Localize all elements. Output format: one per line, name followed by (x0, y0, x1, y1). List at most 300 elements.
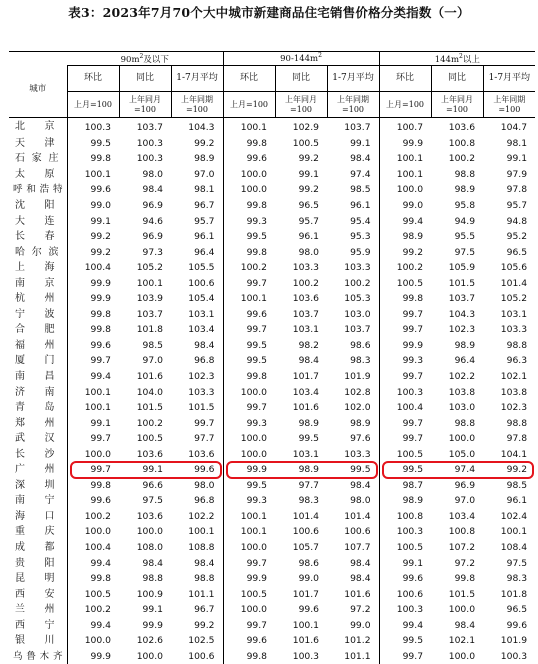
index-value: 100.3 (136, 137, 163, 149)
city-name: 贵阳 (15, 557, 55, 569)
index-value: 100.2 (344, 277, 371, 289)
index-value: 98.6 (350, 339, 371, 351)
index-value: 99.6 (298, 604, 320, 616)
index-value: 100.0 (67, 524, 119, 540)
index-value: 99.6 (223, 307, 275, 323)
index-value: 100.0 (223, 602, 275, 618)
index-value: 102.1 (448, 635, 476, 647)
index-value: 98.0 (194, 479, 215, 491)
column-base: 上年同月=100 (275, 92, 327, 118)
index-value: 99.8 (223, 198, 275, 214)
group-header-90-144: $90-144m^2$ (223, 52, 379, 66)
index-value: 97.5 (142, 495, 163, 507)
index-value: 100.2 (67, 509, 119, 525)
index-value: 101.6 (344, 588, 371, 600)
index-value: 98.4 (298, 355, 320, 367)
index-value: 103.7 (136, 308, 163, 320)
index-value: 98.9 (194, 153, 215, 165)
table-row (9, 649, 535, 664)
index-value: 103.6 (136, 448, 163, 460)
index-value: 103.7 (344, 324, 371, 336)
index-value: 99.9 (67, 275, 119, 291)
index-value: 98.8 (142, 573, 163, 585)
city-name: 哈尔滨 (15, 246, 59, 258)
index-value: 103.1 (500, 308, 528, 320)
index-value: 99.1 (298, 168, 320, 180)
index-value: 99.8 (454, 573, 476, 585)
index-value: 96.5 (298, 200, 320, 211)
index-value: 99.7 (67, 431, 119, 447)
index-value: 101.5 (448, 588, 476, 600)
index-value: 103.1 (188, 308, 215, 320)
column-base: 上月=100 (223, 92, 275, 118)
index-value: 98.9 (379, 493, 431, 509)
table-row (9, 229, 535, 245)
index-value: 99.9 (67, 649, 119, 664)
column-label: 环比 (379, 66, 431, 92)
index-value: 103.6 (448, 122, 476, 134)
table-row (9, 431, 535, 447)
index-value: 103.4 (292, 386, 320, 398)
city-name: 成都 (15, 542, 55, 554)
index-value: 101.9 (500, 635, 528, 647)
index-value: 95.2 (506, 231, 528, 243)
index-value: 97.5 (454, 246, 476, 258)
index-value: 101.4 (292, 510, 320, 522)
index-value: 97.0 (194, 168, 215, 180)
index-value: 100.5 (67, 586, 119, 602)
index-value: 103.8 (448, 386, 476, 398)
table-row (9, 275, 535, 291)
index-value: 101.8 (136, 324, 163, 336)
table-row (9, 118, 535, 136)
index-value: 100.3 (292, 650, 320, 662)
index-value: 100.3 (379, 602, 431, 618)
index-value: 97.2 (350, 604, 371, 616)
index-value: 100.1 (500, 526, 528, 538)
index-value: 101.1 (344, 650, 371, 662)
index-value: 95.8 (454, 200, 476, 211)
index-value: 97.2 (454, 557, 476, 569)
city-name: 南京 (15, 277, 55, 289)
index-value: 99.6 (67, 182, 119, 198)
index-value: 104.3 (188, 122, 215, 134)
index-value: 98.4 (194, 339, 215, 351)
city-name: 呼和浩特 (13, 184, 63, 196)
index-value: 101.4 (500, 277, 528, 289)
column-label: 同比 (275, 66, 327, 92)
city-name: 福州 (15, 339, 55, 351)
index-value: 105.6 (500, 262, 528, 274)
table-row (9, 618, 535, 634)
index-value: 98.7 (379, 478, 431, 494)
index-value: 99.1 (142, 464, 163, 476)
index-value: 100.1 (188, 526, 215, 538)
city-name: 海口 (15, 510, 55, 522)
column-base: 上年同月=100 (119, 92, 171, 118)
index-value: 96.4 (194, 246, 215, 258)
table-row (9, 244, 535, 260)
index-value: 103.3 (500, 324, 528, 336)
index-value: 96.9 (454, 479, 476, 491)
index-value: 97.8 (506, 433, 528, 445)
city-name: 长春 (15, 231, 55, 243)
index-value: 96.5 (506, 604, 528, 616)
table-row (9, 369, 535, 385)
column-label: 1-7月平均 (483, 66, 535, 92)
index-value: 96.3 (506, 355, 528, 367)
index-value: 100.6 (188, 650, 215, 662)
index-value: 99.0 (298, 573, 320, 585)
index-value: 100.0 (448, 650, 476, 662)
index-value: 98.1 (194, 184, 215, 196)
city-name: 大连 (15, 215, 55, 227)
index-value: 99.7 (379, 307, 431, 323)
city-name: 沈阳 (15, 200, 55, 211)
group-header-under-90: $90m^2$及以下 (67, 52, 223, 66)
city-column-header: 城市 (9, 52, 67, 118)
index-value: 99.5 (350, 464, 371, 476)
index-value: 100.0 (223, 446, 275, 462)
column-label: 1-7月平均 (327, 66, 379, 92)
index-value: 100.0 (223, 384, 275, 400)
index-value: 99.6 (379, 571, 431, 587)
index-value: 96.9 (142, 231, 163, 243)
index-value: 97.0 (142, 355, 163, 367)
index-value: 98.4 (350, 153, 371, 165)
index-value: 99.1 (379, 555, 431, 571)
index-value: 100.3 (379, 524, 431, 540)
index-value: 98.0 (298, 246, 320, 258)
index-value: 99.9 (223, 462, 275, 478)
city-name: 宁波 (15, 308, 55, 320)
index-value: 98.4 (142, 184, 163, 196)
index-value: 105.0 (448, 448, 476, 460)
index-value: 100.1 (292, 619, 320, 631)
index-value: 98.2 (298, 339, 320, 351)
table-row (9, 586, 535, 602)
index-value: 99.8 (223, 244, 275, 260)
index-value: 100.2 (67, 602, 119, 618)
index-value: 100.2 (448, 153, 476, 165)
city-name: 上海 (15, 262, 55, 274)
index-value: 99.1 (67, 213, 119, 229)
index-value: 100.1 (379, 167, 431, 183)
index-value: 99.2 (506, 464, 528, 476)
table-row (9, 167, 535, 183)
index-value: 105.7 (292, 542, 320, 554)
index-value: 100.0 (223, 540, 275, 556)
index-value: 99.6 (67, 493, 119, 509)
index-value: 102.8 (344, 386, 371, 398)
index-value: 100.0 (136, 650, 163, 662)
index-value: 98.1 (506, 137, 528, 149)
index-value: 103.9 (136, 293, 163, 305)
index-value: 99.7 (379, 649, 431, 664)
index-value: 102.5 (188, 635, 215, 647)
index-value: 100.6 (344, 526, 371, 538)
city-name: 杭州 (15, 293, 55, 305)
index-value: 99.9 (142, 619, 163, 631)
city-name: 石家庄 (15, 153, 59, 165)
city-name: 南宁 (15, 495, 55, 507)
column-label: 同比 (431, 66, 483, 92)
column-base: 上年同月=100 (431, 92, 483, 118)
index-value: 99.9 (379, 136, 431, 152)
index-value: 101.1 (188, 588, 215, 600)
index-value: 100.5 (379, 275, 431, 291)
index-value: 101.6 (292, 402, 320, 414)
index-value: 99.5 (223, 229, 275, 245)
index-value: 103.6 (188, 448, 215, 460)
index-value: 97.6 (350, 433, 371, 445)
index-value: 98.9 (298, 464, 320, 476)
index-value: 97.0 (454, 495, 476, 507)
index-value: 98.9 (350, 417, 371, 429)
index-value: 99.5 (379, 462, 431, 478)
table-row (9, 400, 535, 416)
index-value: 99.8 (223, 649, 275, 664)
index-value: 98.3 (350, 355, 371, 367)
index-value: 99.6 (223, 151, 275, 167)
index-value: 101.7 (292, 371, 320, 383)
table-row (9, 415, 535, 431)
index-value: 97.4 (350, 168, 371, 180)
index-value: 99.8 (67, 151, 119, 167)
index-value: 98.5 (506, 479, 528, 491)
index-value: 100.6 (379, 586, 431, 602)
index-value: 102.6 (136, 635, 163, 647)
index-value: 96.1 (350, 200, 371, 211)
index-value: 100.3 (500, 650, 528, 662)
city-name: 重庆 (15, 526, 55, 538)
index-value: 101.5 (136, 402, 163, 414)
index-value: 103.3 (344, 262, 371, 274)
table-row (9, 540, 535, 556)
index-value: 100.2 (223, 260, 275, 276)
index-value: 105.4 (188, 293, 215, 305)
index-value: 95.7 (194, 215, 215, 227)
index-value: 100.6 (292, 526, 320, 538)
index-value: 98.5 (142, 339, 163, 351)
table-row (9, 446, 535, 462)
table-title: 表3：2023年7月70个大中城市新建商品住宅销售价格分类指数（一） (68, 5, 470, 20)
index-value: 101.7 (292, 588, 320, 600)
index-value: 100.4 (379, 400, 431, 416)
index-value: 97.3 (142, 246, 163, 258)
index-value: 100.5 (379, 446, 431, 462)
city-name: 乌鲁木齐 (13, 650, 63, 662)
index-value: 100.0 (223, 431, 275, 447)
table-row (9, 555, 535, 571)
index-value: 99.7 (379, 431, 431, 447)
table-row (9, 633, 535, 649)
index-value: 100.1 (67, 384, 119, 400)
city-name: 郑州 (15, 417, 55, 429)
group-header-over-144: $144m^2$以上 (379, 52, 535, 66)
index-value: 103.1 (292, 448, 320, 460)
city-name: 合肥 (15, 324, 55, 336)
index-value: 98.6 (298, 557, 320, 569)
index-value: 100.1 (136, 277, 163, 289)
index-value: 101.5 (448, 277, 476, 289)
index-value: 105.9 (448, 262, 476, 274)
table-row (9, 260, 535, 276)
index-value: 101.5 (188, 402, 215, 414)
index-value: 102.1 (500, 371, 528, 383)
table-row (9, 213, 535, 229)
index-value: 96.9 (142, 200, 163, 211)
highlight-box (226, 461, 378, 479)
index-value: 101.9 (344, 371, 371, 383)
index-value: 95.9 (350, 246, 371, 258)
index-value: 99.7 (67, 462, 119, 478)
table-row (9, 307, 535, 323)
highlight-box (70, 461, 222, 479)
index-value: 99.1 (67, 415, 119, 431)
index-value: 99.5 (223, 478, 275, 494)
index-value: 100.3 (136, 153, 163, 165)
index-value: 101.6 (292, 635, 320, 647)
index-value: 102.3 (500, 402, 528, 414)
index-value: 99.7 (223, 275, 275, 291)
index-value: 99.2 (379, 244, 431, 260)
city-name: 西宁 (15, 619, 55, 631)
index-value: 98.4 (142, 557, 163, 569)
index-value: 99.5 (67, 136, 119, 152)
index-value: 99.8 (67, 571, 119, 587)
index-value: 94.9 (454, 215, 476, 227)
index-value: 99.5 (379, 633, 431, 649)
index-value: 100.1 (223, 524, 275, 540)
index-value: 98.9 (454, 184, 476, 196)
table-row (9, 291, 535, 307)
index-value: 99.2 (67, 244, 119, 260)
index-value: 96.8 (194, 495, 215, 507)
index-value: 99.9 (223, 571, 275, 587)
table-row (9, 353, 535, 369)
index-value: 100.2 (136, 417, 163, 429)
city-name: 青岛 (15, 402, 55, 414)
index-value: 108.8 (188, 542, 215, 554)
index-value: 96.7 (194, 200, 215, 211)
index-value: 103.7 (448, 293, 476, 305)
index-value: 99.6 (223, 633, 275, 649)
index-value: 100.0 (379, 182, 431, 198)
index-value: 105.5 (188, 262, 215, 274)
highlight-box (382, 461, 534, 479)
index-value: 108.4 (500, 542, 528, 554)
index-value: 99.9 (67, 291, 119, 307)
index-value: 100.0 (448, 433, 476, 445)
index-value: 98.4 (350, 557, 371, 569)
index-value: 102.2 (448, 371, 476, 383)
index-value: 103.3 (292, 262, 320, 274)
index-value: 97.9 (506, 168, 528, 180)
index-value: 98.9 (379, 229, 431, 245)
index-value: 99.4 (379, 213, 431, 229)
index-value: 95.3 (350, 231, 371, 243)
index-value: 96.5 (506, 246, 528, 258)
index-value: 99.1 (506, 153, 528, 165)
index-value: 98.4 (454, 619, 476, 631)
index-value: 98.4 (350, 573, 371, 585)
index-value: 99.2 (194, 137, 215, 149)
index-value: 107.7 (344, 542, 371, 554)
index-value: 101.8 (500, 588, 528, 600)
city-name: 兰州 (15, 604, 55, 616)
column-label: 1-7月平均 (171, 66, 223, 92)
index-value: 100.1 (67, 167, 119, 183)
index-value: 100.4 (67, 260, 119, 276)
index-value: 94.8 (506, 215, 528, 227)
column-label: 同比 (119, 66, 171, 92)
index-value: 100.5 (223, 586, 275, 602)
column-base: 上年同期=100 (483, 92, 535, 118)
city-name: 昆明 (15, 573, 55, 585)
index-value: 96.1 (298, 231, 320, 243)
index-value: 105.2 (136, 262, 163, 274)
index-value: 99.7 (379, 369, 431, 385)
table-row (9, 198, 535, 214)
index-value: 103.3 (344, 448, 371, 460)
index-value: 97.7 (194, 433, 215, 445)
index-value: 95.4 (350, 215, 371, 227)
index-value: 100.0 (223, 182, 275, 198)
index-value: 100.3 (379, 384, 431, 400)
index-value: 104.7 (500, 122, 528, 134)
table-row (9, 182, 535, 198)
city-name: 广州 (15, 464, 55, 476)
index-value: 99.2 (67, 229, 119, 245)
index-value: 103.4 (188, 324, 215, 336)
index-value: 100.2 (292, 277, 320, 289)
table-row (9, 509, 535, 525)
index-value: 102.3 (448, 324, 476, 336)
table-row (9, 478, 535, 494)
index-value: 99.4 (67, 369, 119, 385)
index-value: 98.0 (142, 168, 163, 180)
index-value: 99.9 (379, 338, 431, 354)
index-value: 96.8 (194, 355, 215, 367)
index-value: 102.2 (188, 510, 215, 522)
index-value: 100.8 (448, 526, 476, 538)
index-value: 98.4 (350, 479, 371, 491)
index-value: 100.0 (448, 604, 476, 616)
index-value: 104.1 (500, 448, 528, 460)
index-value: 95.5 (454, 231, 476, 243)
index-value: 100.0 (67, 633, 119, 649)
index-value: 98.4 (194, 557, 215, 569)
column-label: 环比 (223, 66, 275, 92)
index-value: 104.3 (448, 308, 476, 320)
index-value: 99.5 (298, 433, 320, 445)
index-value: 101.6 (136, 371, 163, 383)
index-value: 99.7 (379, 415, 431, 431)
index-value: 96.1 (194, 231, 215, 243)
index-value: 99.4 (67, 555, 119, 571)
index-value: 97.8 (506, 184, 528, 196)
table-row (9, 151, 535, 167)
index-value: 99.7 (67, 353, 119, 369)
column-base: 上年同期=100 (327, 92, 379, 118)
index-value: 99.8 (379, 291, 431, 307)
index-value: 103.4 (448, 510, 476, 522)
index-value: 100.8 (448, 137, 476, 149)
index-value: 98.8 (194, 573, 215, 585)
index-value: 99.3 (223, 415, 275, 431)
index-value: 99.2 (298, 153, 320, 165)
